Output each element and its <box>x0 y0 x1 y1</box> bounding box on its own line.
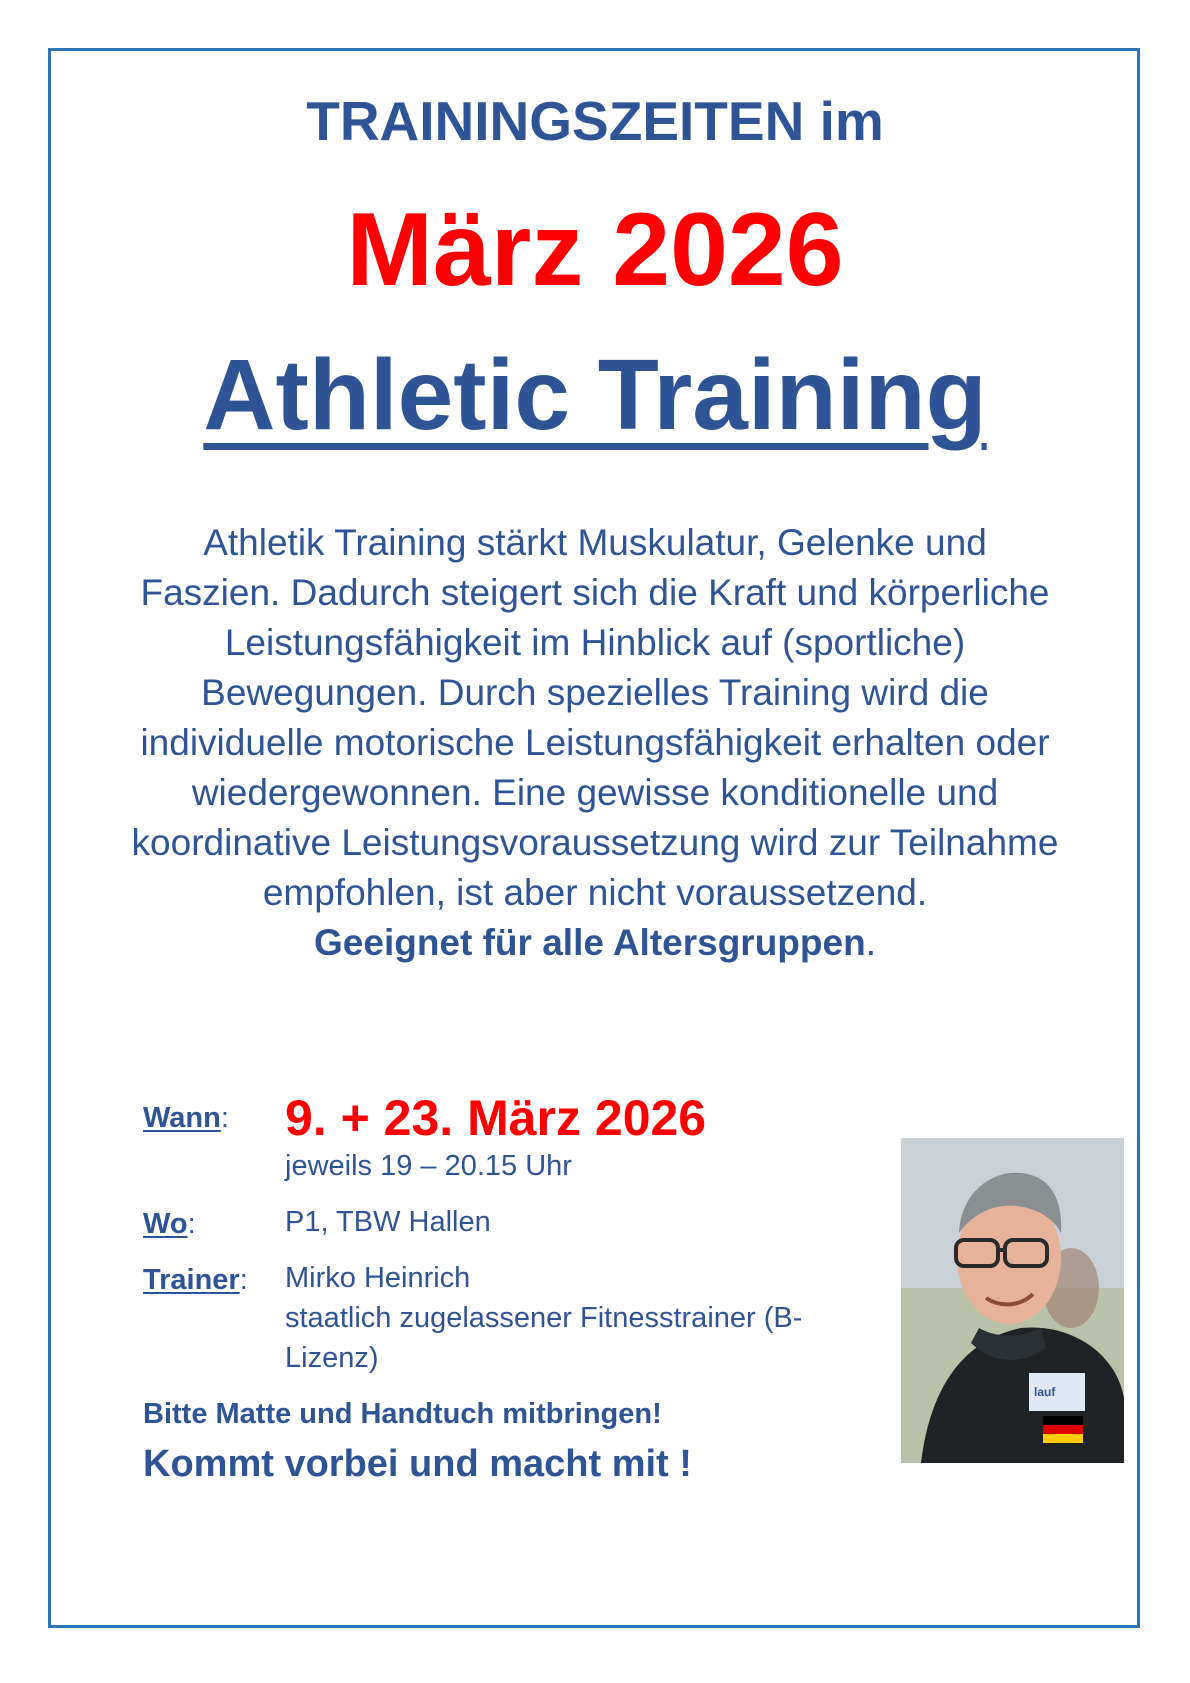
event-time: jeweils 19 – 20.15 Uhr <box>285 1150 572 1182</box>
when-label: Wann: <box>143 1102 229 1134</box>
description-period: . <box>865 922 876 963</box>
description-bold: Geeignet für alle Altersgruppen <box>314 922 866 963</box>
description-text: Athletik Training stärkt Muskulatur, Gelenke und Faszien. Dadurch steigert sich die Kraft und körperliche Leistungsfähigkeit im Hinblick auf (sportliche) Bewegungen. Durch spezielles Training wird die individuelle motorische Leistungsfähigkeit erhalten oder wiedergewonnen. Eine gewisse konditionelle und koordinative Leistungsvoraussetzung wird zur Teilnahme empfohlen, ist aber nicht voraussetzend. <box>131 522 1059 913</box>
heading-month: März 2026 <box>346 192 844 308</box>
trainer-value <box>285 1258 885 1378</box>
call-to-action: Kommt vorbei und macht mit ! <box>143 1443 692 1485</box>
trainer-qualification: staatlich zugelassener Fitnesstrainer (B-Lizenz) <box>285 1302 803 1374</box>
trainer-label: Trainer: <box>143 1264 248 1296</box>
trainer-photo <box>901 1138 1124 1463</box>
where-value: P1, TBW Hallen <box>285 1206 491 1238</box>
event-date: 9. + 23. März 2026 <box>285 1090 707 1146</box>
heading-trainingszeiten: TRAININGSZEITEN im <box>306 90 884 152</box>
where-label: Wo: <box>143 1208 196 1240</box>
when-value <box>285 1090 706 1186</box>
bring-mat-note: Bitte Matte und Handtuch mitbringen! <box>143 1398 662 1430</box>
description <box>130 518 1060 968</box>
trainer-name: Mirko Heinrich <box>285 1262 471 1294</box>
svg-text:lauf: lauf <box>1034 1385 1056 1399</box>
page-title-text: Athletic Training <box>203 339 987 451</box>
page-title <box>0 340 1190 450</box>
trainer-portrait-illustration <box>901 1138 1124 1463</box>
